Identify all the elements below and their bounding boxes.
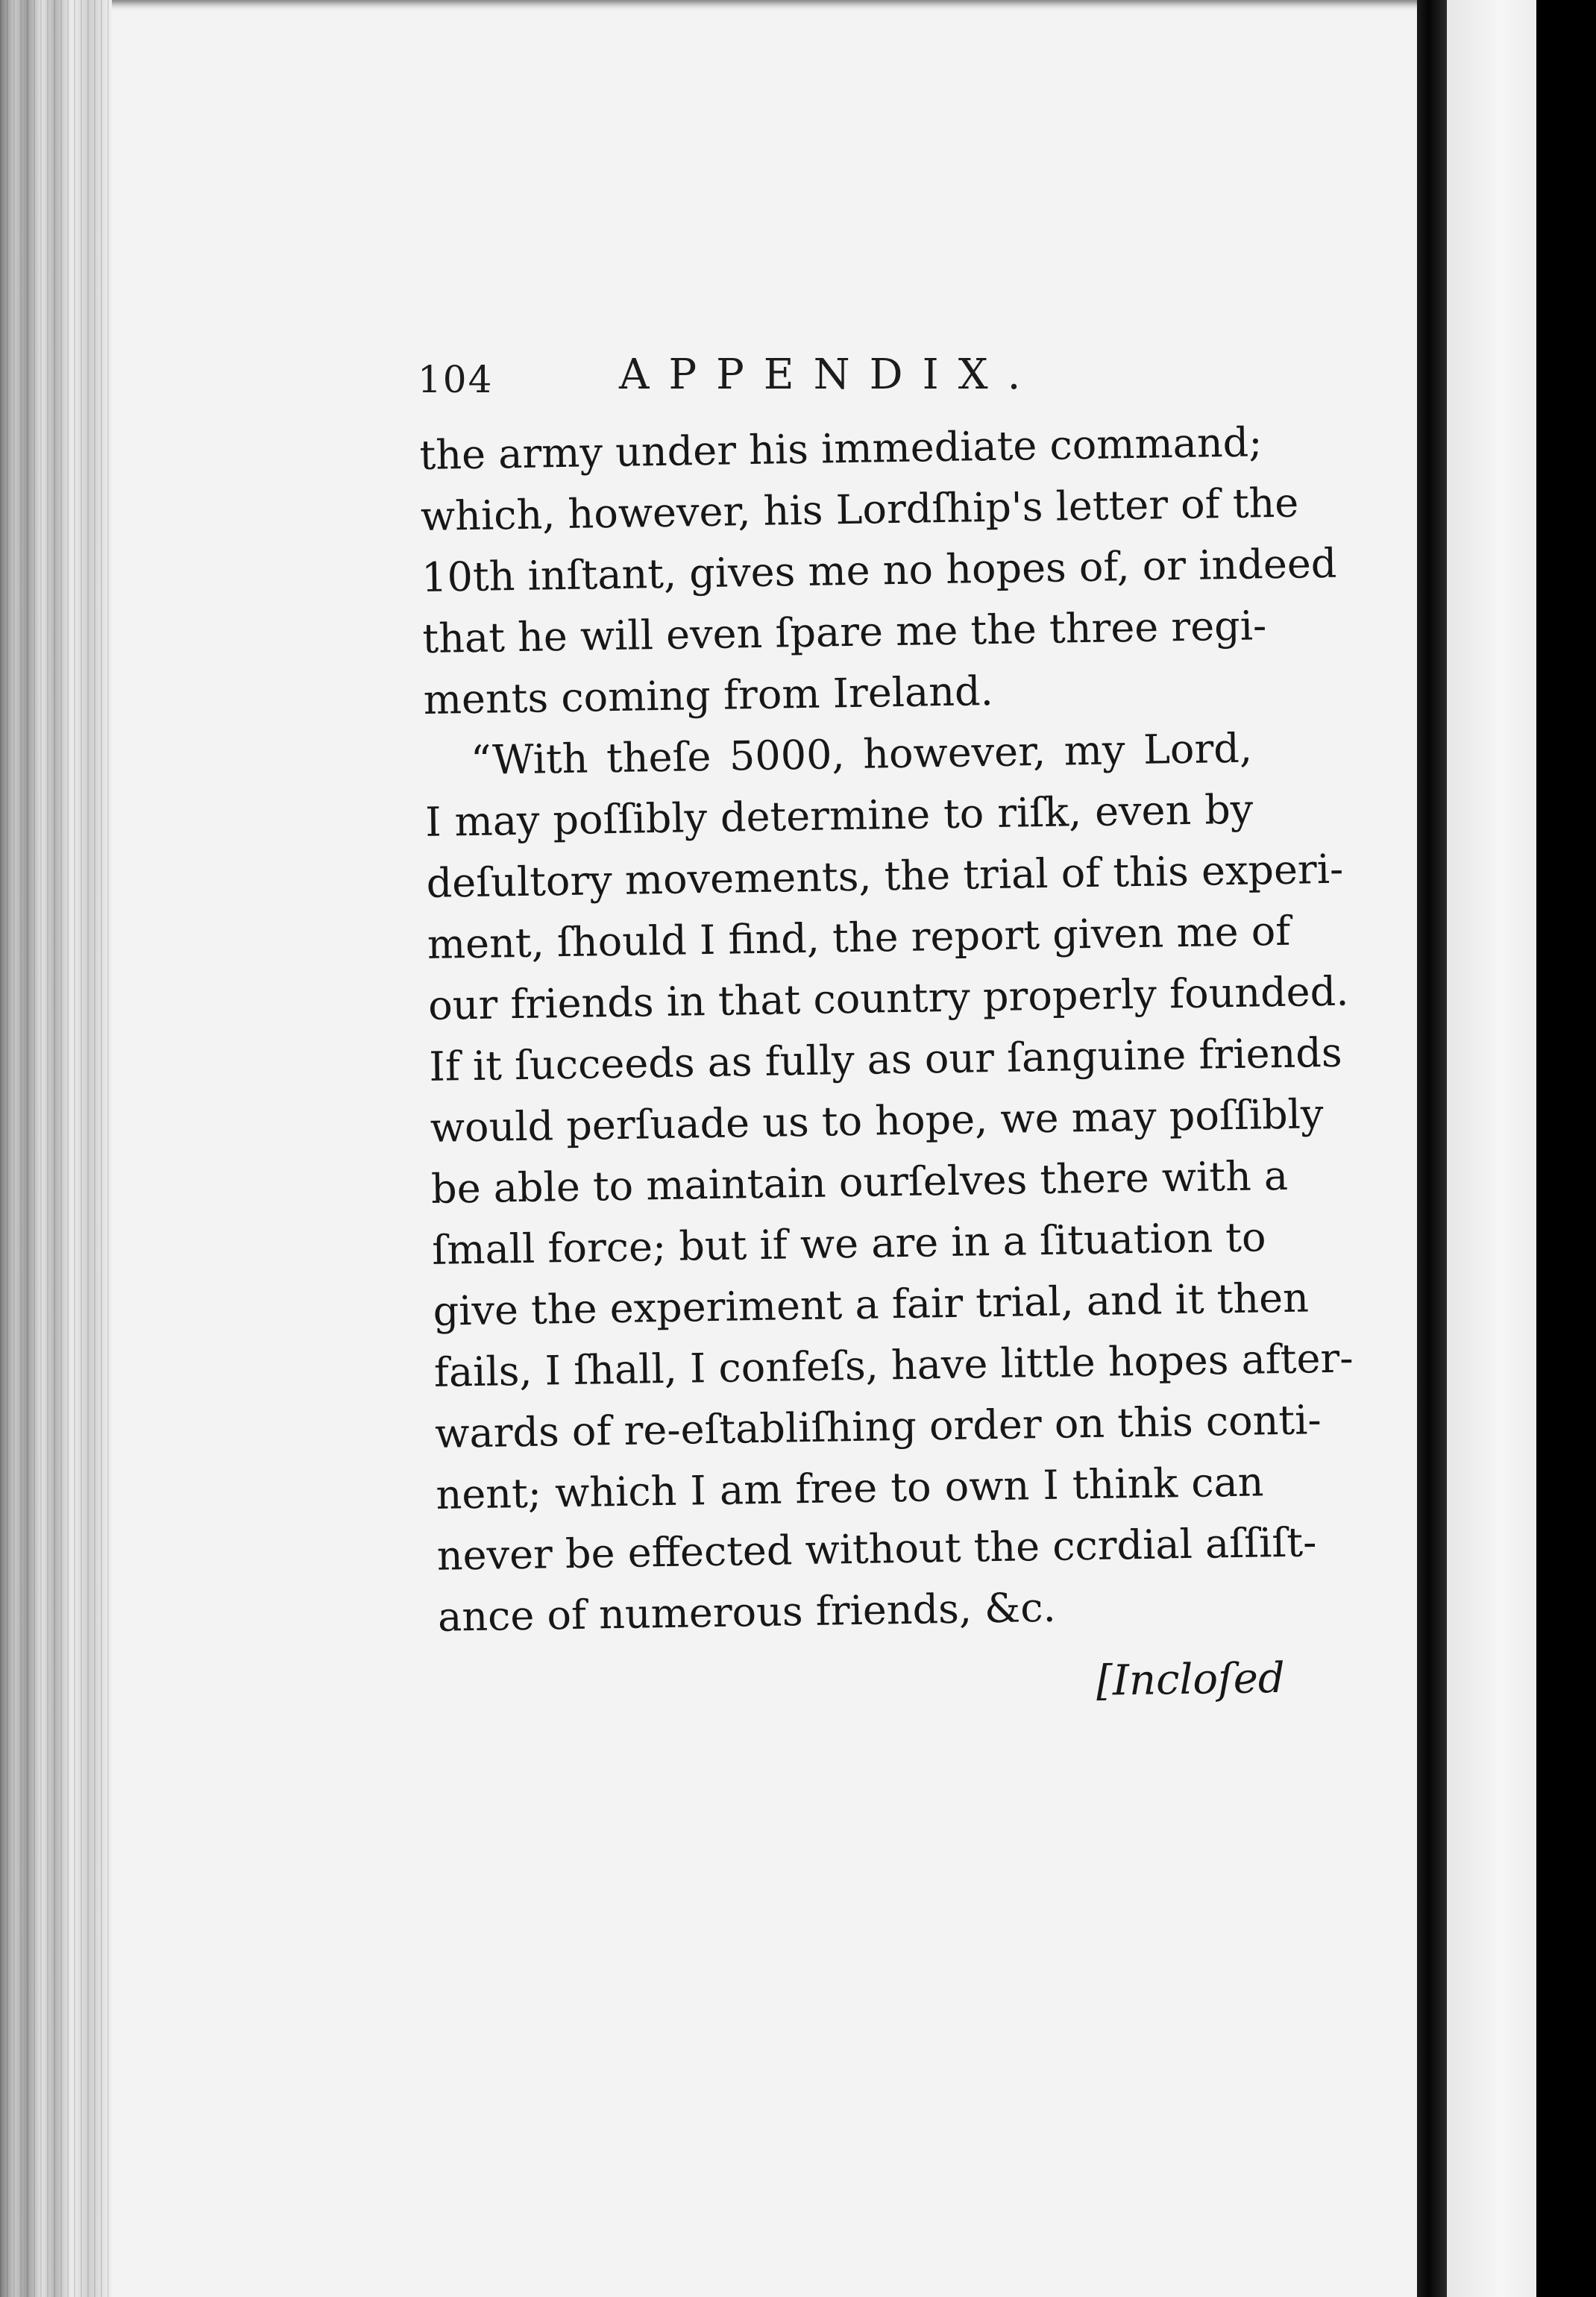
body-text <box>419 412 1354 1648</box>
text-line: give the experiment a fair trial, and it then <box>433 1274 1310 1335</box>
text-line: nent; which I am free to own I think can <box>436 1458 1264 1518</box>
text-line: ment, ſhould I find, the report given me of <box>427 907 1291 968</box>
next-page-edge <box>1447 0 1536 2297</box>
text-line: 10th inſtant, gives me no hopes of, or indeed <box>421 539 1337 601</box>
text-line: “With theſe 5000, however, my Lord, <box>470 724 1253 784</box>
text-line: fails, I ſhall, I confeſs, have little hopes after- <box>433 1334 1354 1396</box>
scan-background <box>1536 0 1596 2297</box>
text-line: would perſuade us to hope, we may poſſibly <box>430 1090 1324 1151</box>
text-line: be able to maintain ourſelves there with a <box>430 1151 1289 1213</box>
text-line: the army under his immediate command; <box>419 418 1263 479</box>
text-line: ance of numerous friends, &c. <box>437 1583 1057 1641</box>
catchword: [Incloſed <box>1096 1653 1286 1706</box>
text-line: deſultory movements, the trial of this experi- <box>426 845 1344 907</box>
text-line: ments coming from Ireland. <box>423 667 994 723</box>
text-line: If it ſucceeds as fully as our ſanguine friends <box>429 1028 1343 1090</box>
text-line: I may poſſibly determine to riſk, even by <box>424 785 1254 846</box>
text-line: wards of re-eſtabliſhing order on this conti- <box>434 1396 1322 1457</box>
text-line: which, however, his Lordſhip's letter of the <box>420 479 1299 540</box>
page-number: 104 <box>418 358 494 401</box>
text-line: that he will even ſpare me the three regi- <box>422 602 1267 662</box>
running-head <box>418 351 1253 418</box>
book-gutter <box>1417 0 1447 2297</box>
page-title: APPENDIX. <box>619 351 1040 399</box>
text-line: never be effected without the ccrdial aſſiſt- <box>436 1518 1317 1580</box>
text-line: our friends in that country properly founded. <box>427 967 1349 1029</box>
text-line: ſmall force; but if we are in a ſituation to <box>431 1213 1266 1274</box>
